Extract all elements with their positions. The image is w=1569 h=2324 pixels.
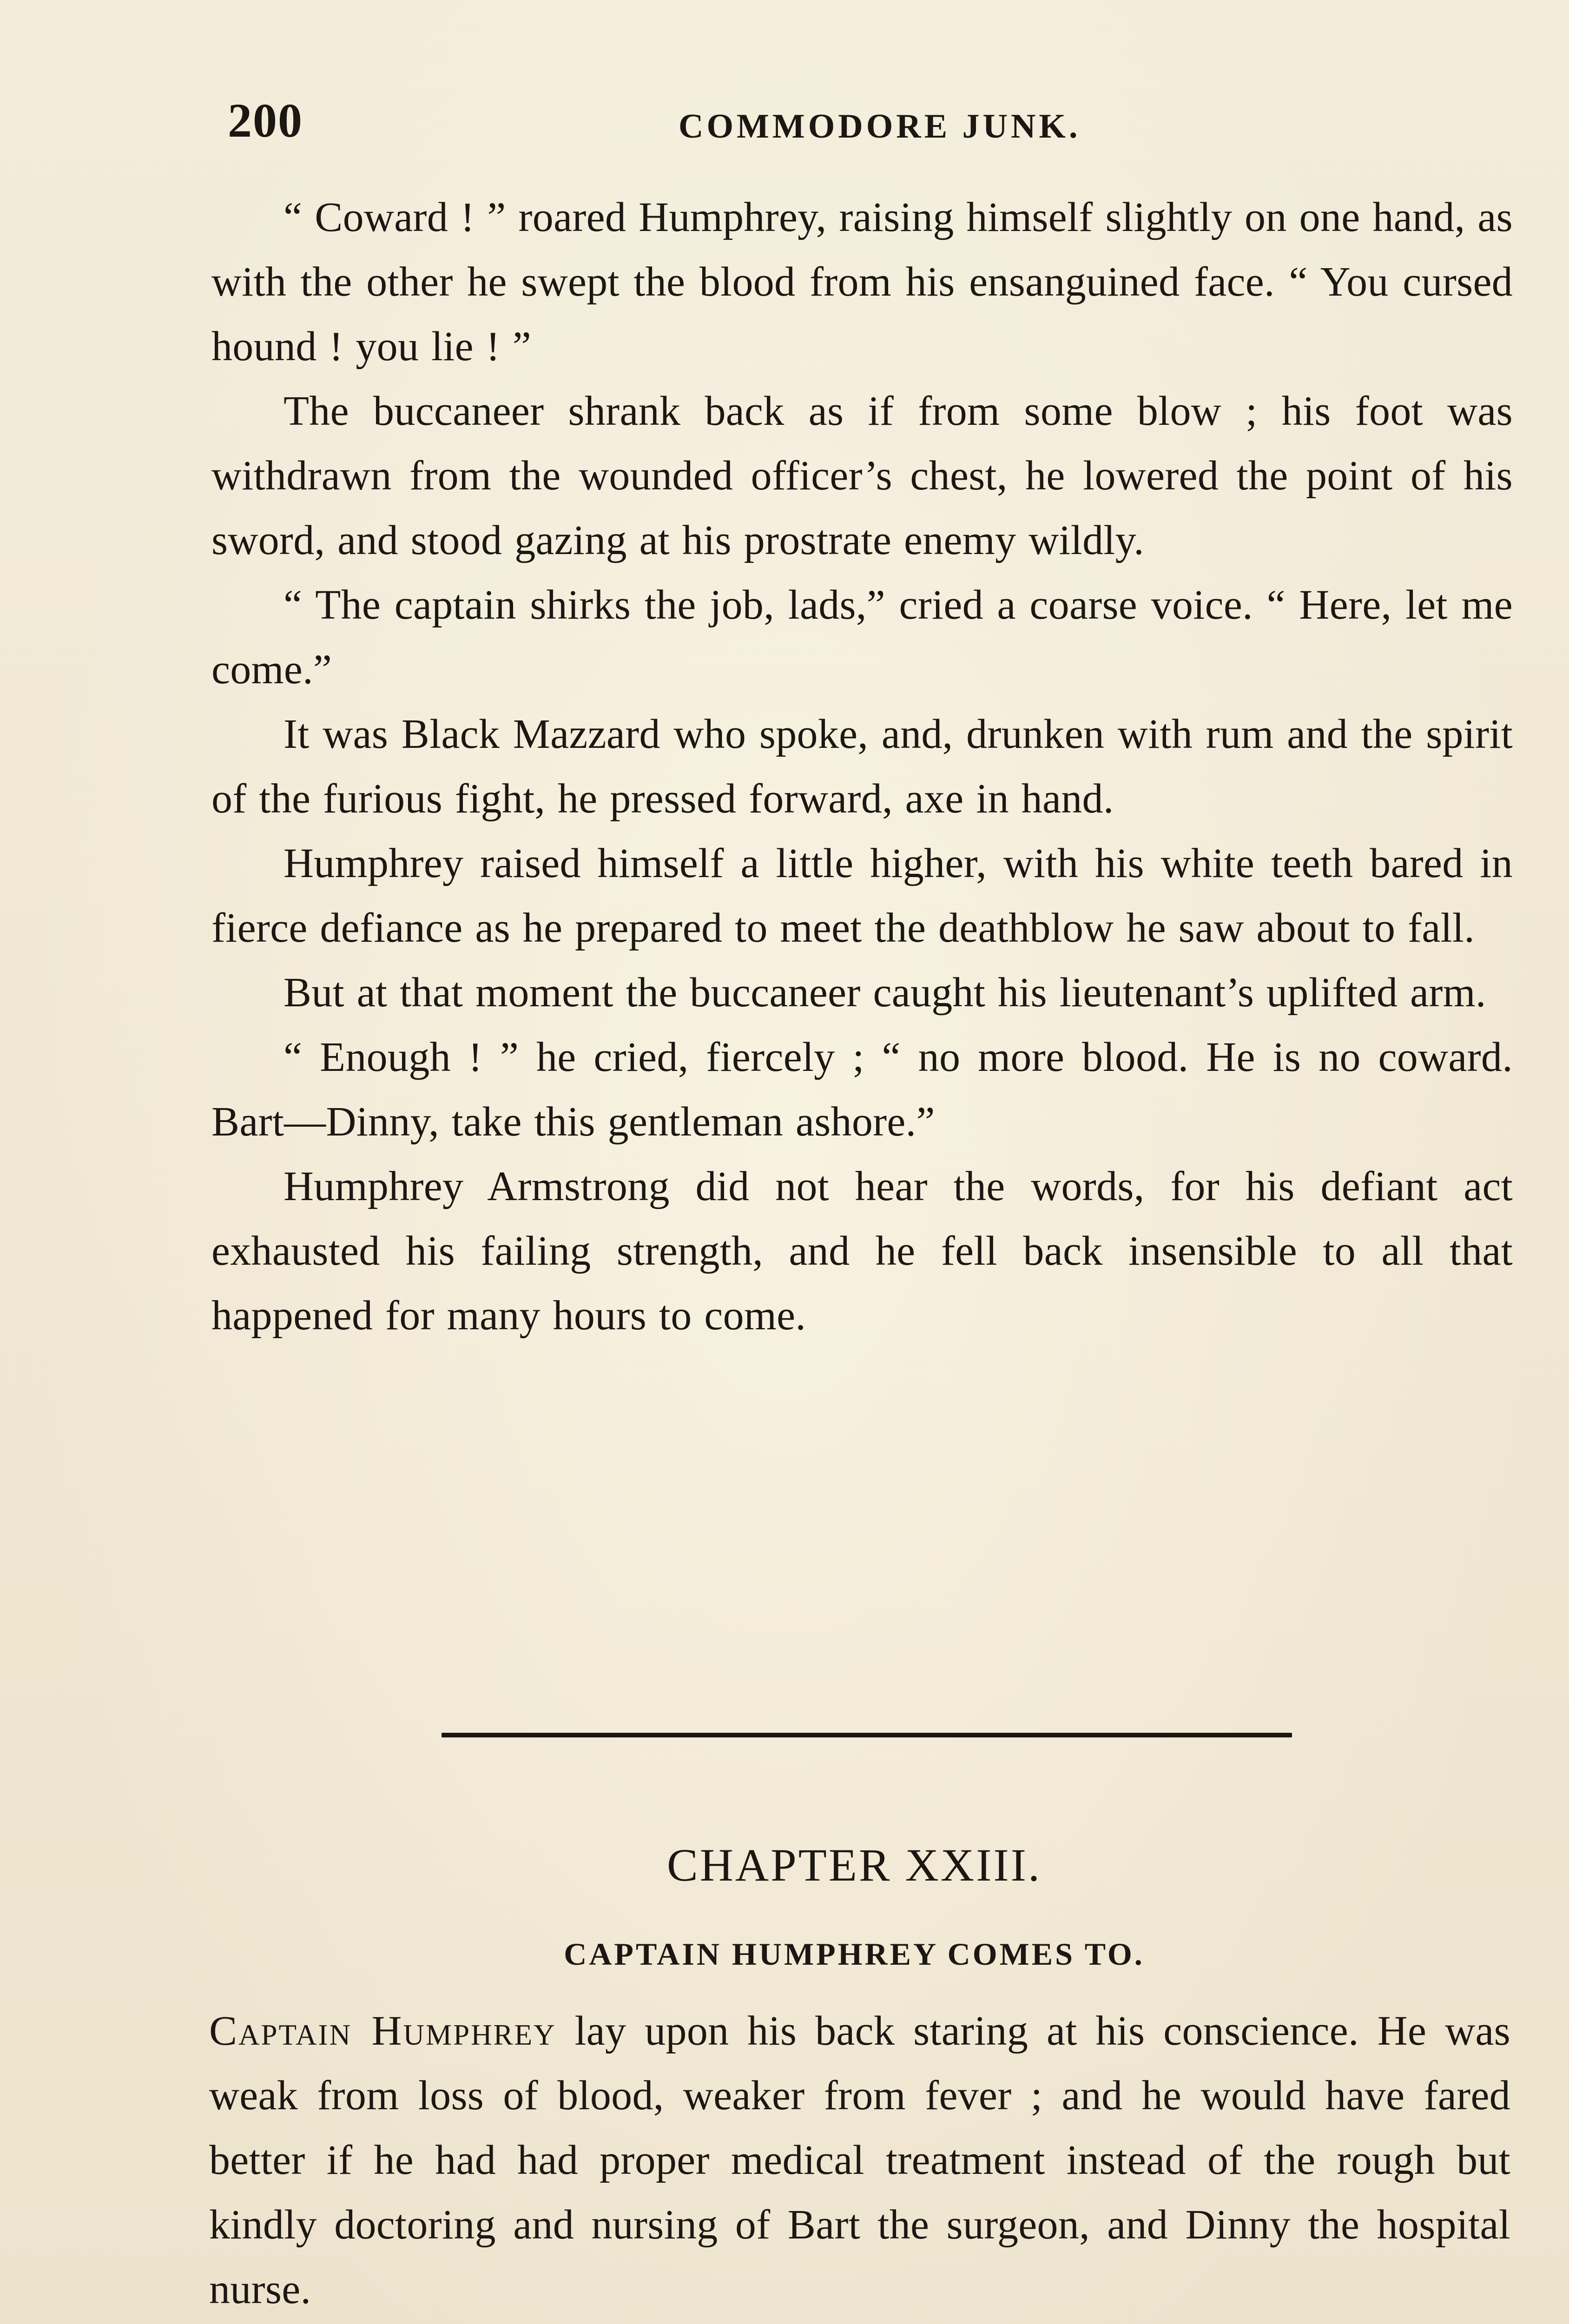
paragraph: “ Coward ! ” roared Humphrey, raising himself slightly on one hand, as with the other he swept the blood from his ensanguined face. “ You cursed hound ! you lie ! ” [211, 194, 1513, 370]
body-text [211, 185, 1513, 1348]
paragraph: But at that moment the buccaneer caught his lieutenant’s uplifted arm. [283, 970, 1486, 1016]
section-divider [442, 1733, 1292, 1737]
chapter-opening-paragraph [209, 1999, 1510, 2322]
opening-small-caps: Captain Humphrey [209, 2008, 556, 2054]
running-title: COMMODORE JUNK. [679, 107, 1081, 145]
paragraph: Humphrey raised himself a little higher, with his white teeth bared in fierce defiance as he prepared to meet the deathblow he saw about to fall. [211, 840, 1513, 951]
paragraph: “ Enough ! ” he cried, fiercely ; “ no more blood. He is no coward. Bart—Dinny, take this gentleman ashore.” [211, 1034, 1513, 1145]
chapter-text [209, 1999, 1510, 2322]
opening-paragraph-text: lay upon his back staring at his conscience. He was weak from loss of blood, weaker from fever ; and he would have fared better if he had had proper medical treatment instead of the rough but kindly doctoring and nursing of Bart the surgeon, and Dinny the hospital nurse. [209, 2008, 1510, 2312]
paragraph: Humphrey Armstrong did not hear the words, for his defiant act exhausted his failing strength, and he fell back insensible to all that happened for many hours to come. [211, 1163, 1513, 1339]
paragraph: It was Black Mazzard who spoke, and, drunken with rum and the spirit of the furious fight, he pressed forward, axe in hand. [211, 711, 1513, 822]
page-number: 200 [228, 94, 303, 147]
chapter-subtitle: CAPTAIN HUMPHREY COMES TO. [564, 1936, 1145, 1972]
chapter-heading: CHAPTER XXIII. [667, 1839, 1042, 1891]
paragraph: “ The captain shirks the job, lads,” cried a coarse voice. “ Here, let me come.” [211, 582, 1513, 693]
paragraph: The buccaneer shrank back as if from some blow ; his foot was withdrawn from the wounded officer’s chest, he lowered the point of his sword, and stood gazing at his prostrate enemy wildly. [211, 388, 1513, 563]
running-head [218, 93, 1548, 158]
